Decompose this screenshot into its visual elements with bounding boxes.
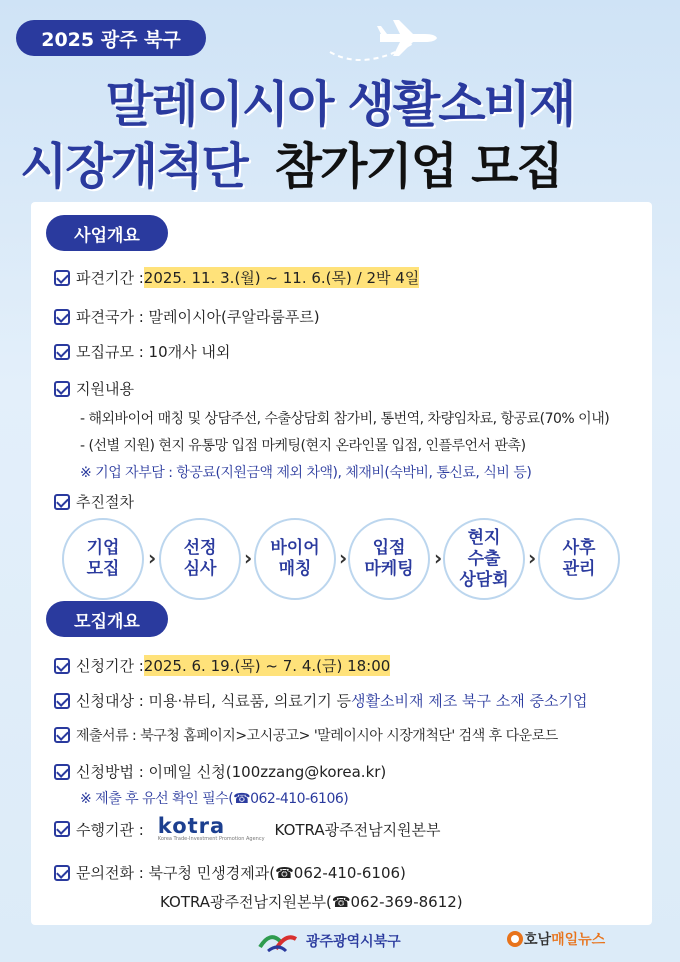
apply-period-value: 2025. 6. 19.(목) ~ 7. 4.(금) 18:00 — [143, 657, 391, 675]
apply-method-text: 신청방법 : 이메일 신청(100zzang@korea.kr) — [76, 763, 387, 781]
main-title-line1: 말레이시아 생활소비재 — [105, 76, 575, 133]
news-logo-icon — [506, 930, 524, 948]
method-note: ※ 제출 후 유선 확인 필수(☎062-410-6106) — [80, 791, 349, 807]
chevron-right-icon: › — [148, 546, 157, 570]
gwangju-bukgu-logo — [256, 927, 401, 955]
process-step: 기업 모집 — [62, 518, 144, 600]
section-business-overview-badge: 사업개요 — [46, 215, 168, 251]
recruit-scale-text: 모집규모 : 10개사 내외 — [76, 343, 231, 361]
checkbox-icon — [54, 309, 70, 325]
checkbox-icon — [54, 764, 70, 780]
dispatch-period-value: 2025. 11. 3.(월) ~ 11. 6.(목) / 2박 4일 — [143, 269, 420, 287]
news-name-b: 매일뉴스 — [551, 932, 606, 948]
checkbox-icon — [54, 821, 70, 837]
dispatch-country-text: 파견국가 : 말레이시아(쿠알라룸푸르) — [76, 308, 320, 326]
kotra-logo: kotra Korea Trade-Investment Promotion Agency — [157, 814, 265, 842]
dispatch-period-row — [54, 267, 419, 288]
process-step: 선정 심사 — [159, 518, 241, 600]
contact-line2: KOTRA광주전남지원본부(☎062-369-8612) — [160, 893, 463, 911]
checkbox-icon — [54, 865, 70, 881]
checkbox-icon — [54, 270, 70, 286]
organizer-row — [54, 816, 441, 842]
title-blue-part: 시장개척단 — [20, 138, 247, 195]
apply-method-row — [54, 761, 386, 782]
process-step: 사후 관리 — [538, 518, 620, 600]
apply-target-label: 신청대상 : 미용·뷰티, 식료품, 의료기기 등 — [76, 692, 352, 710]
chevron-right-icon: › — [434, 546, 443, 570]
dispatch-period-label: 파견기간 : — [76, 269, 144, 287]
section-recruit-overview-badge: 모집개요 — [46, 601, 168, 637]
contact-row — [54, 862, 406, 883]
chevron-right-icon: › — [528, 546, 537, 570]
process-step: 바이어 매칭 — [254, 518, 336, 600]
support-item: - (선별 지원) 현지 유통망 입점 마케팅(현지 온라인몰 입점, 인플루언서 판촉) — [80, 438, 526, 454]
organizer-value: KOTRA광주전남지원본부 — [274, 820, 441, 839]
recruit-scale-row — [54, 341, 230, 362]
checkbox-icon — [54, 693, 70, 709]
documents-row — [54, 725, 558, 745]
news-name-a: 호남 — [524, 932, 552, 948]
process-steps — [62, 518, 642, 600]
support-item: - 해외바이어 매칭 및 상담주선, 수출상담회 참가비, 통번역, 차량임차료, 항공료(70% 이내) — [80, 411, 610, 427]
checkbox-icon — [54, 658, 70, 674]
airplane-icon — [325, 12, 445, 62]
checkbox-icon — [54, 494, 70, 510]
main-title-line2 — [20, 128, 670, 198]
process-label: 추진절차 — [76, 493, 134, 511]
apply-target-row — [54, 690, 587, 711]
chevron-right-icon: › — [244, 546, 253, 570]
checkbox-icon — [54, 381, 70, 397]
checkbox-icon — [54, 344, 70, 360]
self-pay-note: ※ 기업 자부담 : 항공료(지원금액 제외 차액), 체재비(숙박비, 통신료, 식비 등) — [80, 465, 532, 481]
apply-target-value: 생활소비재 제조 북구 소재 중소기업 — [351, 692, 588, 710]
support-content-label: 지원내용 — [76, 380, 134, 398]
organizer-label: 수행기관 : — [76, 820, 144, 839]
contact-text: 문의전화 : 북구청 민생경제과(☎062-410-6106) — [76, 864, 406, 882]
support-content-row — [54, 378, 134, 399]
year-district-badge: 2025 광주 북구 — [16, 20, 206, 56]
title-black-part: 참가기업 모집 — [274, 138, 562, 195]
honam-news-logo — [506, 929, 605, 949]
process-row — [54, 491, 134, 512]
process-step: 입점 마케팅 — [348, 518, 430, 600]
apply-period-label: 신청기간 : — [76, 657, 144, 675]
bukgu-emblem-icon — [256, 927, 300, 955]
apply-period-row — [54, 655, 390, 676]
chevron-right-icon: › — [339, 546, 348, 570]
process-step: 현지 수출 상담회 — [443, 518, 525, 600]
documents-text: 제출서류 : 북구청 홈페이지>고시공고> '말레이시아 시장개척단' 검색 후 다운로드 — [76, 728, 558, 744]
checkbox-icon — [54, 727, 70, 743]
bukgu-name: 광주광역시북구 — [306, 934, 401, 950]
dispatch-country-row — [54, 306, 320, 327]
